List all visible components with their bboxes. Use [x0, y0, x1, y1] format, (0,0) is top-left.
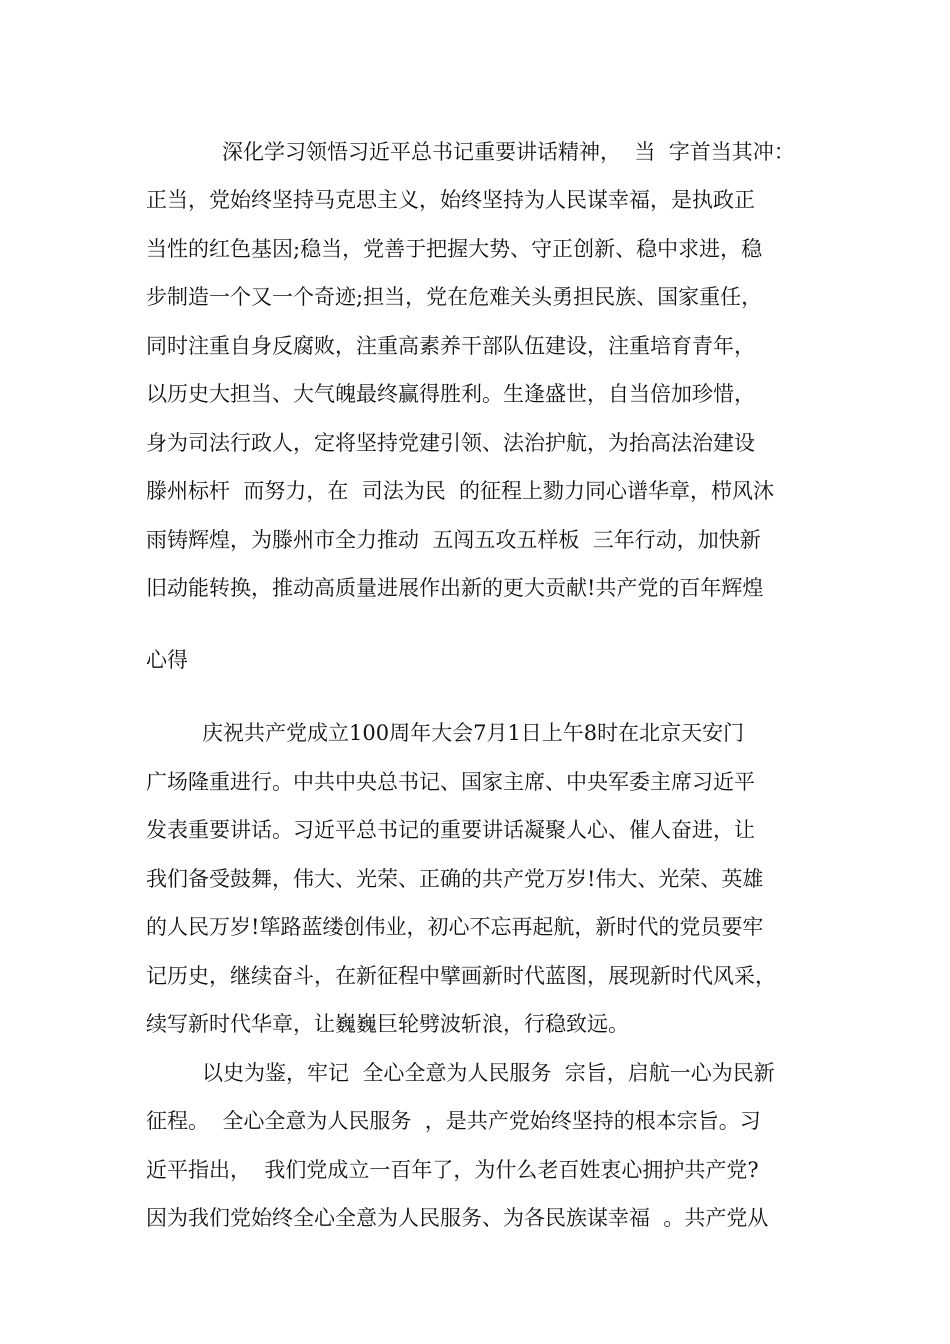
paragraph-1-line-3: 当性的红色基因;稳当，党善于把握大势、守正创新、稳中求进，稳 — [146, 237, 763, 261]
paragraph-1-line-8: 滕州标杆 而努力，在 司法为民 的征程上勠力同心谱华章，栉风沐 — [146, 479, 775, 503]
paragraph-1-line-7: 身为司法行政人，定将坚持党建引领、法治护航，为抬高法治建设 — [146, 431, 755, 455]
paragraph-2-line-5: 的人民万岁!筚路蓝缕创伟业，初心不忘再起航，新时代的党员要牢 — [146, 915, 764, 939]
paragraph-1-line-2: 正当，党始终坚持马克思主义，始终坚持为人民谋幸福，是执政正 — [146, 188, 755, 212]
paragraph-1-line-4: 步制造一个又一个奇迹;担当，党在危难关头勇担民族、国家重任， — [146, 285, 763, 309]
paragraph-3-line-1: 以史为鉴，牢记 全心全意为人民服务 宗旨，启航一心为民新 — [202, 1061, 775, 1085]
paragraph-2-line-6: 记历史，继续奋斗，在新征程中擘画新时代蓝图，展现新时代风采， — [146, 964, 776, 988]
paragraph-3-line-2: 征程。 全心全意为人民服务 ，是共产党始终坚持的根本宗旨。习 — [146, 1109, 761, 1133]
paragraph-2-line-4: 我们备受鼓舞，伟大、光荣、正确的共产党万岁!伟大、光荣、英雄 — [146, 867, 764, 891]
paragraph-2-line-1: 庆祝共产党成立100周年大会7月1日上午8时在北京天安门 — [202, 721, 745, 745]
paragraph-1-line-11: 心得 — [146, 648, 188, 672]
paragraph-1-line-6: 以历史大担当、大气魄最终赢得胜利。生逢盛世，自当倍加珍惜， — [146, 382, 755, 406]
paragraph-2-line-7: 续写新时代华章，让巍巍巨轮劈波斩浪，行稳致远。 — [146, 1012, 629, 1036]
paragraph-1-line-9: 雨铸辉煌，为滕州市全力推动 五闯五攻五样板 三年行动，加快新 — [146, 528, 761, 552]
paragraph-1-line-10: 旧动能转换，推动高质量进展作出新的更大贡献!共产党的百年辉煌 — [146, 576, 764, 600]
paragraph-3-line-4: 因为我们党始终全心全意为人民服务、为各民族谋幸福 。共产党从 — [146, 1206, 769, 1230]
paragraph-2-line-3: 发表重要讲话。习近平总书记的重要讲话凝聚人心、催人奋进，让 — [146, 818, 755, 842]
paragraph-2-line-2: 广场隆重进行。中共中央总书记、国家主席、中央军委主席习近平 — [146, 770, 755, 794]
paragraph-1-line-5: 同时注重自身反腐败，注重高素养干部队伍建设，注重培育青年， — [146, 334, 755, 358]
paragraph-3-line-3: 近平指出， 我们党成立一百年了，为什么老百姓衷心拥护共产党? — [146, 1158, 759, 1182]
paragraph-1-line-1: 深化学习领悟习近平总书记重要讲话精神， 当 字首当其冲： — [222, 140, 795, 164]
